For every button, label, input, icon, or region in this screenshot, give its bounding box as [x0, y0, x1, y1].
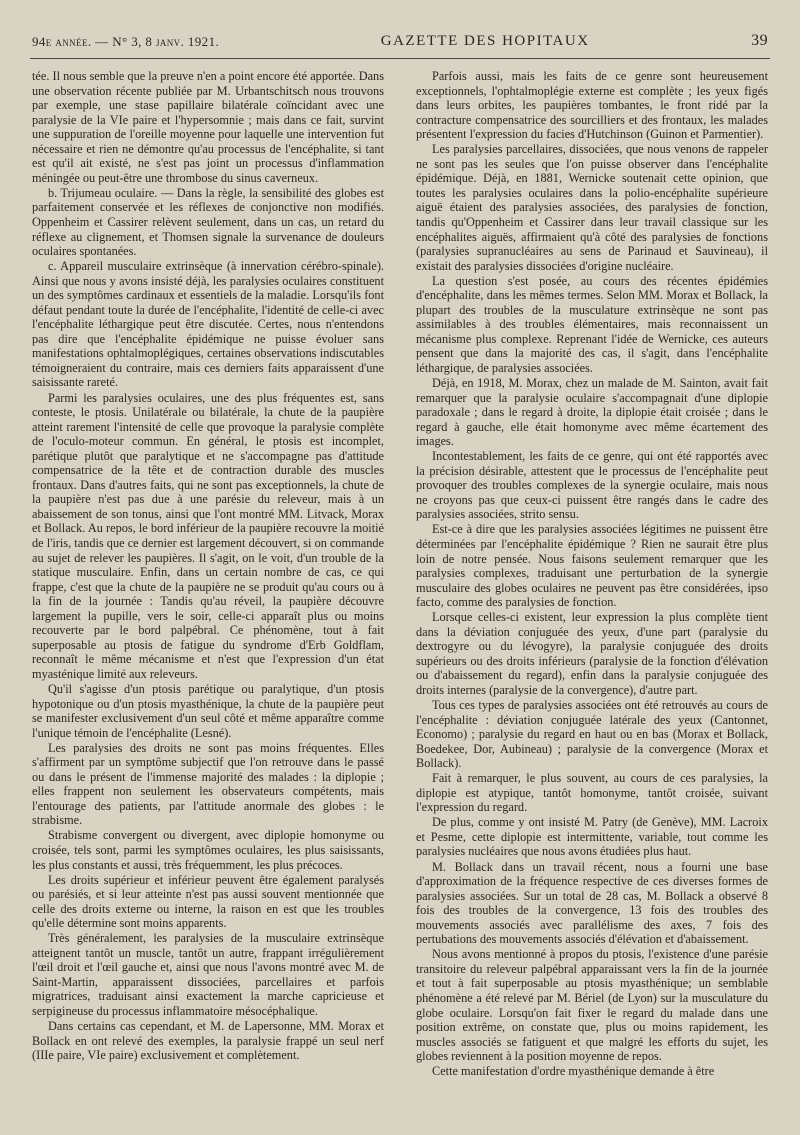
left-column: [32, 69, 384, 1079]
page-header: [24, 26, 776, 50]
paragraph: Lorsque celles-ci existent, leur expression la plus complète tient dans la déviation conjuguée des yeux, d'une part (paralysie du dextrogyre ou du lévogyre), la paralysie conjuguée des droits supérieurs ou des droits inférieurs (paralysie de la fonction d'élévation ou d'abaissement du regard), enfin dans la paralysie conjuguée des droits internes (paralysie de la convergence), d'autre part.: [416, 610, 768, 697]
paragraph: Les droits supérieur et inférieur peuvent être également paralysés ou parésiés, et si leur atteinte n'est pas aussi souvent mentionnée que celle des droits externe ou interne, la raison en est que les troubles qu'elle détermine sont moins apparents.: [32, 872, 384, 931]
paragraph: Les paralysies des droits ne sont pas moins fréquentes. Elles s'affirment par un symptôme subjectif que l'on retrouve dans le passé ou dans le présent de l'immense majorité des malades : la diplopie ; elles frappent non seulement les observateurs compétents, mais l'entourage des patients, par l'attitude anormale des globes : le strabisme.: [32, 740, 384, 828]
paragraph: Parmi les paralysies oculaires, une des plus fréquentes est, sans conteste, le ptosis. Unilatérale ou bilatérale, la chute de la paupière atteint rarement l'intensité de celle que provoque la paralysie complète de l'oculo-moteur commun. En général, le ptosis est incomplet, parétique plutôt que paralytique et ne s'accompagne pas d'attitude compensatrice de la tête et de contraction durable des muscles frontaux. Dans d'autres faits, qui ne sont pas exceptionnels, la chute de la paupière n'est pas due à une parésie du releveur, mais à un abaissement de son tonus, ainsi que l'ont montré MM. Litvack, Morax et Bollack. Au repos, le bord inférieur de la paupière recouvre la moitié de l'iris, tandis que ce dernier est largement découvert, si on commande au sujet de relever les paupières. Il s'agit, on le voit, d'un trouble de la statique musculaire. Enfin, dans un certain nombre de cas, ce qui frappe, c'est que la chute de la paupière ne se produit qu'au cours ou à la fin de la journée : Tandis qu'au réveil, la paupière découvre largement la pupille, vers le soir, celle-ci apparaît plus ou moins recouverte par le bord palpébral. Ce phénomène, tout à fait superposable au ptosis de fatigue du syndrome d'Erb Goldflam, reconnaît le même mécanisme et n'est que l'expression d'un état myasténique limité aux releveurs.: [32, 390, 384, 681]
paragraph: Tous ces types de paralysies associées ont été retrouvés au cours de l'encéphalite : déviation conjuguée latérale des yeux (Cantonnet, Economo) ; paralysie du regard en haut ou en bas (Morax et Bollack, Boedekee, Dor, Aubineau) ; paralysie de la convergence (Morax et Bollack).: [416, 698, 768, 771]
paragraph: Strabisme convergent ou divergent, avec diplopie homonyme ou croisée, tels sont, parmi les symptômes oculaires, les plus saisissants, les plus constants et aussi, très fréquemment, les plus précoces.: [32, 828, 384, 872]
paragraph: Incontestablement, les faits de ce genre, qui ont été rapportés avec la précision désirable, attestent que le processus de l'encéphalite peut provoquer des troubles complexes de la synergie oculaire, mais nous ne croyons pas que ceux-ci puissent être rangés dans le cadre des paralysies associées, strito sensu.: [416, 449, 768, 522]
paragraph: c. Appareil musculaire extrinsèque (à innervation cérébro-spinale). Ainsi que nous y avons insisté déjà, les paralysies oculaires constituent un des symptômes cardinaux et essentiels de la maladie. Lorsqu'ils font défaut pendant toute la durée de l'encéphalite, l'identité de celle-ci avec l'encéphalite léthargique peut être discutée. Certes, nous n'entendons pas dire que l'encéphalite épidémique ne puisse évoluer sans manifestations ophtalmoplégiques, certaines observations indiscutables témoigneraient du contraire, mais ces derniers faits apparaissent d'une saisissante rareté.: [32, 259, 384, 390]
paragraph: Très généralement, les paralysies de la musculaire extrinsèque atteignent tantôt un muscle, tantôt un autre, frappant irrégulièrement l'œil droit et l'œil gauche et, ainsi que nous l'avons montré avec M. de Saint-Martin, apparaissent dissociées, parcellaires et parfois migratrices, traduisant ainsi exactement la marche capricieuse et serpigineuse du processus inflammatoire mésocéphalique.: [32, 931, 384, 1018]
paragraph: Dans certains cas cependant, et M. de Lapersonne, MM. Morax et Bollack en ont relevé des exemples, la paralysie frappé un seul nerf (IIIe paire, VIe paire) exclusivement et complètement.: [32, 1019, 384, 1063]
paragraph: tée. Il nous semble que la preuve n'en a point encore été apportée. Dans une observation récente publiée par M. Urbantschitsch nous trouvons par exemple, une stase papillaire bilatérale coïncidant avec une paralysie de la VIe paire et l'hypersomnie ; mais dans ce fait, survint une suppuration de l'oreille moyenne pour laquelle une intervention fut nécessaire et rien ne démontre qu'au processus de l'encéphalite, si tant est qu'il ait existé, ne s'est pas joint un processus d'inflammation méningée ou peut-être une thrombose du sinus caverneux.: [32, 69, 384, 185]
paragraph: Qu'il s'agisse d'un ptosis parétique ou paralytique, d'un ptosis hypotonique ou d'un ptosis myasthénique, la chute de la paupière peut se manifester exclusivement d'un seul côté et même apparaître comme l'unique témoin de l'encéphalite (Lesné).: [32, 681, 384, 740]
paragraph: Parfois aussi, mais les faits de ce genre sont heureusement exceptionnels, l'ophtalmoplégie externe est complète ; les yeux figés dans leurs orbites, les paupières tombantes, le front ridé par la contracture compensatrice des sourcilliers et des frontaux, les malades présentent l'expression du facies d'Hutchinson (Guinon et Parmentier).: [416, 69, 768, 142]
paragraph: Les paralysies parcellaires, dissociées, que nous venons de rappeler ne sont pas les seules que l'on puisse observer dans l'encéphalite épidémique. Déjà, en 1881, Wernicke soutenait cette opinion, que toutes les paralysies oculaires dans la polio-encéphalite supérieure aiguë étaient des paralysies associées, des paralysies de fonction, tandis qu'Oppenheim et Cassirer dans leur travail classique sur les encéphalites aiguës, affirmaient qu'à côté des paralysies de fonctions (paralysies supranucléaires au sens de Parinaud et Sauvineau), il existait des paralysies dissociées d'origine nucléaire.: [416, 142, 768, 273]
header-rule: [30, 58, 770, 59]
paragraph: b. Trijumeau oculaire. — Dans la règle, la sensibilité des globes est parfaitement conservée et les réflexes de conjonctive non modifiés. Oppenheim et Cassirer relèvent seulement, dans un cas, un retard du réflexe au clignement, et Thomsen signale la survenance de douleurs oculaires spontanées.: [32, 185, 384, 259]
paragraph: M. Bollack dans un travail récent, nous a fourni une base d'approximation de la fréquence respective de ces diverses formes de paralysies associées. Sur un total de 28 cas, M. Bollack a observé 8 fois des troubles de la convergence, 13 fois des troubles des mouvements associés avec parallélisme des axes, 7 fois des pertubations des mouvements associés d'élévation et d'abaissement.: [416, 859, 768, 947]
text-columns: [24, 69, 776, 1079]
paragraph: Déjà, en 1918, M. Morax, chez un malade de M. Sainton, avait fait remarquer que la paralysie oculaire s'accompagnait d'une diplopie paradoxale ; dans le regard à droite, la diplopie était croisée ; dans le regard à gauche, elle était homonyme avec même écartement des images.: [416, 375, 768, 449]
paragraph: La question s'est posée, au cours des récentes épidémies d'encéphalite, dans les mêmes termes. Selon MM. Morax et Bollack, la plupart des troubles de la musculature extrinsèque ne sont pas assimilables à des troubles élémentaires, mais reconnaissent un mécanisme plus complexe. Reprenant l'idée de Wernicke, ces auteurs pensent que dans la majorité des cas, il s'agit, dans l'encéphalite léthargique, de paralysies associées.: [416, 273, 768, 375]
page-number: 39: [751, 32, 768, 49]
right-column: [416, 69, 768, 1079]
issue-info: 94e année. — N° 3, 8 janv. 1921.: [32, 34, 220, 49]
paragraph: De plus, comme y ont insisté M. Patry (de Genève), MM. Lacroix et Pesme, cette diplopie est intermittente, variable, tout comme les paralysies nucléaires que nous avons étudiées plus haut.: [416, 815, 768, 859]
paragraph: Fait à remarquer, le plus souvent, au cours de ces paralysies, la diplopie est atypique, tantôt homonyme, tantôt croisée, suivant l'expression du regard.: [416, 771, 768, 815]
journal-title: GAZETTE DES HOPITAUX: [380, 33, 590, 49]
paragraph: Est-ce à dire que les paralysies associées légitimes ne puissent être déterminées par l'encéphalite épidémique ? Rien ne saurait être plus loin de notre pensée. Nous faisons seulement remarquer que les paralysies complexes, traduisant une perturbation de la synergie musculaire des globes oculaires ne peuvent pas être considérées, ipso facto, comme des paralysies de fonction.: [416, 522, 768, 610]
paragraph: Cette manifestation d'ordre myasthénique demande à être: [432, 1064, 715, 1079]
paragraph: Nous avons mentionné à propos du ptosis, l'existence d'une parésie transitoire du releveur palpébral apparaissant vers la fin de la journée et tout à fait superposable au ptosis myasthénique; un semblable phénomène a été relevé par M. Bériel (de Lyon) sur la musculature du globe oculaire. Lorsqu'on fait fixer le regard du malade dans une position extrême, on constate que, plus ou moins rapidement, les muscles associés se fatiguent et que malgré les efforts du sujet, les globes reviennent à la position moyenne de repos.: [416, 947, 768, 1064]
